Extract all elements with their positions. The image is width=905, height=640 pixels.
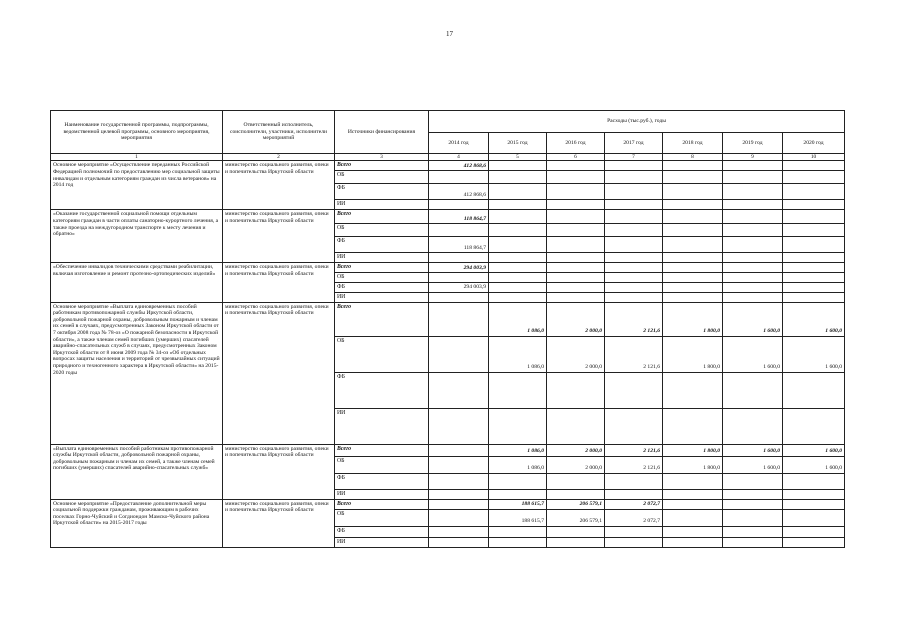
amount-cell: [429, 336, 489, 372]
amount-cell: [429, 302, 489, 336]
amount-cell: [605, 473, 663, 489]
amount-cell: [783, 499, 845, 509]
amount-cell: 2 000,0: [547, 336, 605, 372]
amount-cell: [663, 253, 723, 263]
amount-cell: [723, 499, 783, 509]
amount-cell: [723, 273, 783, 283]
amount-cell: [605, 184, 663, 200]
amount-cell: [429, 224, 489, 237]
amount-cell: 294 003,9: [429, 263, 489, 273]
executor: министерство социального развития, опеки и попечительства Иркутской области: [223, 161, 335, 210]
amount-cell: [783, 537, 845, 547]
amount-cell: [663, 509, 723, 526]
header-source: Источники финансирования: [335, 111, 429, 154]
amount-cell: [723, 292, 783, 302]
amount-cell: [663, 224, 723, 237]
funding-source: ФБ: [335, 473, 429, 489]
amount-cell: 1 800,0: [663, 302, 723, 336]
table-row: [51, 263, 845, 273]
funding-source: ИИ: [335, 292, 429, 302]
amount-cell: [663, 526, 723, 537]
amount-cell: [663, 263, 723, 273]
amount-cell: [489, 200, 547, 210]
amount-cell: [605, 210, 663, 224]
header-year: 2016 год: [547, 133, 605, 154]
amount-cell: [605, 253, 663, 263]
amount-cell: [783, 200, 845, 210]
amount-cell: 206 579,1: [547, 499, 605, 509]
amount-cell: [663, 489, 723, 499]
amount-cell: [723, 537, 783, 547]
amount-cell: [723, 372, 783, 408]
funding-source: ИИ: [335, 408, 429, 444]
amount-cell: [663, 237, 723, 253]
header-name: Наименование государственной программы, подпрограммы, ведомственной целевой программы, основного мероприятия, мероприятия: [51, 111, 223, 154]
page-number: 17: [446, 30, 453, 38]
amount-cell: [663, 292, 723, 302]
amount-cell: [547, 473, 605, 489]
amount-cell: [783, 509, 845, 526]
amount-cell: 1 600,0: [783, 444, 845, 456]
amount-cell: [547, 283, 605, 293]
amount-cell: [547, 526, 605, 537]
amount-cell: [429, 489, 489, 499]
amount-cell: 412 868,6: [429, 184, 489, 200]
amount-cell: 2 000,0: [547, 444, 605, 456]
amount-cell: 1 086,0: [489, 302, 547, 336]
amount-cell: [489, 161, 547, 171]
column-number: 3: [335, 154, 429, 161]
funding-source: ОБ: [335, 224, 429, 237]
amount-cell: [547, 273, 605, 283]
amount-cell: [429, 526, 489, 537]
funding-source: ОБ: [335, 171, 429, 184]
amount-cell: 1 800,0: [663, 336, 723, 372]
amount-cell: [783, 489, 845, 499]
funding-source: Всего: [335, 302, 429, 336]
table-row: [51, 302, 845, 336]
measure-name: «Выплата единовременных пособий работникам противопожарной службы Иркутской области, добровольной пожарной охраны, добровольным пожарным и членам их семей, а также членам семей погибших (умерших) спасателей аварийно-спасательных служб»: [51, 444, 223, 499]
amount-cell: [429, 473, 489, 489]
amount-cell: [429, 292, 489, 302]
amount-cell: 1 600,0: [723, 302, 783, 336]
amount-cell: [429, 499, 489, 509]
amount-cell: [605, 200, 663, 210]
amount-cell: [605, 526, 663, 537]
amount-cell: [783, 263, 845, 273]
amount-cell: 1 600,0: [783, 456, 845, 473]
column-number: 1: [51, 154, 223, 161]
amount-cell: [663, 171, 723, 184]
amount-cell: [547, 200, 605, 210]
amount-cell: [489, 237, 547, 253]
amount-cell: 2 121,6: [605, 302, 663, 336]
header-executor: Ответственный исполнитель, соисполнители, участники, исполнители мероприятий: [223, 111, 335, 154]
table-row: [51, 499, 845, 509]
header-expenses: Расходы (тыс.руб.), годы: [429, 111, 845, 133]
amount-cell: [547, 292, 605, 302]
amount-cell: [723, 161, 783, 171]
amount-cell: [605, 408, 663, 444]
amount-cell: [429, 372, 489, 408]
amount-cell: 1 086,0: [489, 336, 547, 372]
amount-cell: [489, 473, 547, 489]
amount-cell: [723, 263, 783, 273]
amount-cell: [723, 237, 783, 253]
amount-cell: [783, 184, 845, 200]
amount-cell: 1 800,0: [663, 456, 723, 473]
amount-cell: [723, 283, 783, 293]
amount-cell: [783, 408, 845, 444]
funding-source: ИИ: [335, 200, 429, 210]
funding-source: ФБ: [335, 237, 429, 253]
amount-cell: [783, 372, 845, 408]
funding-source: Всего: [335, 444, 429, 456]
funding-source: ИИ: [335, 489, 429, 499]
amount-cell: [489, 253, 547, 263]
amount-cell: 188 615,7: [489, 509, 547, 526]
amount-cell: [489, 210, 547, 224]
amount-cell: [547, 372, 605, 408]
amount-cell: [605, 161, 663, 171]
amount-cell: [605, 171, 663, 184]
amount-cell: 2 072,7: [605, 509, 663, 526]
amount-cell: 1 800,0: [663, 444, 723, 456]
amount-cell: [723, 473, 783, 489]
amount-cell: [783, 526, 845, 537]
amount-cell: [783, 171, 845, 184]
amount-cell: [723, 200, 783, 210]
amount-cell: [663, 372, 723, 408]
funding-source: ОБ: [335, 336, 429, 372]
table-row: [51, 161, 845, 171]
amount-cell: [605, 263, 663, 273]
amount-cell: 1 086,0: [489, 444, 547, 456]
amount-cell: [429, 171, 489, 184]
funding-source: ОБ: [335, 456, 429, 473]
amount-cell: [663, 473, 723, 489]
amount-cell: [489, 372, 547, 408]
amount-cell: [605, 292, 663, 302]
amount-cell: [723, 184, 783, 200]
funding-source: Всего: [335, 210, 429, 224]
amount-cell: [489, 292, 547, 302]
amount-cell: [547, 161, 605, 171]
amount-cell: [783, 237, 845, 253]
amount-cell: [489, 526, 547, 537]
amount-cell: [429, 444, 489, 456]
executor: министерство социального развития, опеки и попечительства Иркутской области: [223, 499, 335, 547]
amount-cell: [489, 273, 547, 283]
amount-cell: [663, 210, 723, 224]
header-year: 2014 год: [429, 133, 489, 154]
amount-cell: [547, 263, 605, 273]
amount-cell: 1 600,0: [783, 336, 845, 372]
amount-cell: [663, 200, 723, 210]
amount-cell: [547, 171, 605, 184]
executor: министерство социального развития, опеки и попечительства Иркутской области: [223, 210, 335, 263]
measure-name: «Обеспечение инвалидов техническими средствами реабилитации, включая изготовление и ремонт протезно-ортопедических изделий»: [51, 263, 223, 302]
amount-cell: [547, 489, 605, 499]
amount-cell: [489, 171, 547, 184]
funding-source: ФБ: [335, 526, 429, 537]
measure-name: Основное мероприятие «Выплата единовременных пособий работникам противопожарной службы Иркутской области, добровольной пожарной охраны, добровольным пожарным и членам их семей в случаях, предусмотренных Законом Иркутской области от 7 октября 2008 года № 78-оз «О пожарной безопасности в Иркутской области», а также членам семей погибших (умерших) спасателей аварийно-спасательных служб в случаях, предусмотренных Законом Иркутской области от 8 июня 2009 года № 34-оз «Об отдельных вопросах защиты населения и территорий от чрезвычайных ситуаций природного и техногенного характера в Иркутской области» на 2015-2020 годы: [51, 302, 223, 444]
header-year: 2020 год: [783, 133, 845, 154]
amount-cell: [429, 509, 489, 526]
amount-cell: [663, 408, 723, 444]
funding-source: ИИ: [335, 253, 429, 263]
amount-cell: [547, 537, 605, 547]
amount-cell: [783, 273, 845, 283]
funding-source: ОБ: [335, 273, 429, 283]
header-year: 2017 год: [605, 133, 663, 154]
amount-cell: [783, 473, 845, 489]
amount-cell: [547, 408, 605, 444]
amount-cell: [547, 224, 605, 237]
amount-cell: [547, 184, 605, 200]
amount-cell: [783, 210, 845, 224]
amount-cell: [663, 184, 723, 200]
amount-cell: [723, 171, 783, 184]
amount-cell: [489, 489, 547, 499]
amount-cell: 2 121,6: [605, 336, 663, 372]
header-year: 2019 год: [723, 133, 783, 154]
funding-source: ФБ: [335, 372, 429, 408]
expenses-table: [50, 110, 845, 548]
amount-cell: 206 579,1: [547, 509, 605, 526]
amount-cell: [429, 253, 489, 263]
column-number: 6: [547, 154, 605, 161]
funding-source: ФБ: [335, 184, 429, 200]
header-year: 2015 год: [489, 133, 547, 154]
amount-cell: [489, 537, 547, 547]
amount-cell: [723, 526, 783, 537]
amount-cell: [723, 509, 783, 526]
table-row: [51, 210, 845, 224]
column-number: 4: [429, 154, 489, 161]
amount-cell: [663, 283, 723, 293]
funding-source: ФБ: [335, 283, 429, 293]
amount-cell: [663, 273, 723, 283]
funding-source: Всего: [335, 499, 429, 509]
amount-cell: [723, 224, 783, 237]
column-number: 8: [663, 154, 723, 161]
amount-cell: 188 615,7: [489, 499, 547, 509]
measure-name: Основное мероприятие «Предоставление дополнительной меры социальной поддержки гражданам, проживающим в рабочих поселках Горно-Чуйский и Согдиондон Мамско-Чуйского района Иркутской области» на 2015-2017 годы: [51, 499, 223, 547]
executor: министерство социального развития, опеки и попечительства Иркутской области: [223, 444, 335, 499]
amount-cell: [605, 489, 663, 499]
amount-cell: 118 864,7: [429, 237, 489, 253]
amount-cell: [429, 200, 489, 210]
amount-cell: [547, 253, 605, 263]
column-number: 10: [783, 154, 845, 161]
amount-cell: [663, 161, 723, 171]
amount-cell: [605, 224, 663, 237]
amount-cell: 2 121,6: [605, 444, 663, 456]
amount-cell: 2 121,6: [605, 456, 663, 473]
amount-cell: [429, 408, 489, 444]
funding-source: ОБ: [335, 509, 429, 526]
amount-cell: [489, 283, 547, 293]
amount-cell: [723, 253, 783, 263]
amount-cell: [605, 273, 663, 283]
amount-cell: [783, 292, 845, 302]
amount-cell: 294 003,9: [429, 283, 489, 293]
amount-cell: [663, 537, 723, 547]
amount-cell: [783, 224, 845, 237]
amount-cell: [429, 537, 489, 547]
column-number: 7: [605, 154, 663, 161]
amount-cell: [723, 489, 783, 499]
amount-cell: [429, 456, 489, 473]
amount-cell: 1 600,0: [723, 456, 783, 473]
executor: министерство социального развития, опеки и попечительства Иркутской области: [223, 302, 335, 444]
column-number: 5: [489, 154, 547, 161]
table-row: [51, 444, 845, 456]
measure-name: «Оказание государственной социальной помощи отдельным категориям граждан в части оплаты санаторно-курортного лечения, а также проезда на междугородном транспорте к месту лечения и обратно»: [51, 210, 223, 263]
amount-cell: [547, 210, 605, 224]
header-year: 2018 год: [663, 133, 723, 154]
amount-cell: [723, 408, 783, 444]
funding-source: ИИ: [335, 537, 429, 547]
amount-cell: 1 600,0: [723, 444, 783, 456]
amount-cell: 1 600,0: [723, 336, 783, 372]
amount-cell: 1 086,0: [489, 456, 547, 473]
amount-cell: 1 600,0: [783, 302, 845, 336]
amount-cell: [489, 263, 547, 273]
amount-cell: [489, 408, 547, 444]
amount-cell: 2 000,0: [547, 302, 605, 336]
amount-cell: [783, 253, 845, 263]
amount-cell: [723, 210, 783, 224]
amount-cell: [429, 273, 489, 283]
amount-cell: [605, 372, 663, 408]
amount-cell: [489, 224, 547, 237]
amount-cell: [547, 237, 605, 253]
amount-cell: 2 072,7: [605, 499, 663, 509]
funding-source: Всего: [335, 161, 429, 171]
measure-name: Основное мероприятие «Осуществление переданных Российской Федерацией полномочий по предоставлению мер социальной защиты инвалидам и отдельным категориям граждан из числа ветеранов» на 2014 год: [51, 161, 223, 210]
amount-cell: [663, 499, 723, 509]
amount-cell: [605, 537, 663, 547]
executor: министерство социального развития, опеки и попечительства Иркутской области: [223, 263, 335, 302]
amount-cell: 118 864,7: [429, 210, 489, 224]
amount-cell: [489, 184, 547, 200]
amount-cell: [605, 237, 663, 253]
amount-cell: [605, 283, 663, 293]
amount-cell: [783, 283, 845, 293]
amount-cell: 2 000,0: [547, 456, 605, 473]
column-number: 9: [723, 154, 783, 161]
column-number: 2: [223, 154, 335, 161]
amount-cell: [783, 161, 845, 171]
funding-source: Всего: [335, 263, 429, 273]
amount-cell: 412 868,6: [429, 161, 489, 171]
